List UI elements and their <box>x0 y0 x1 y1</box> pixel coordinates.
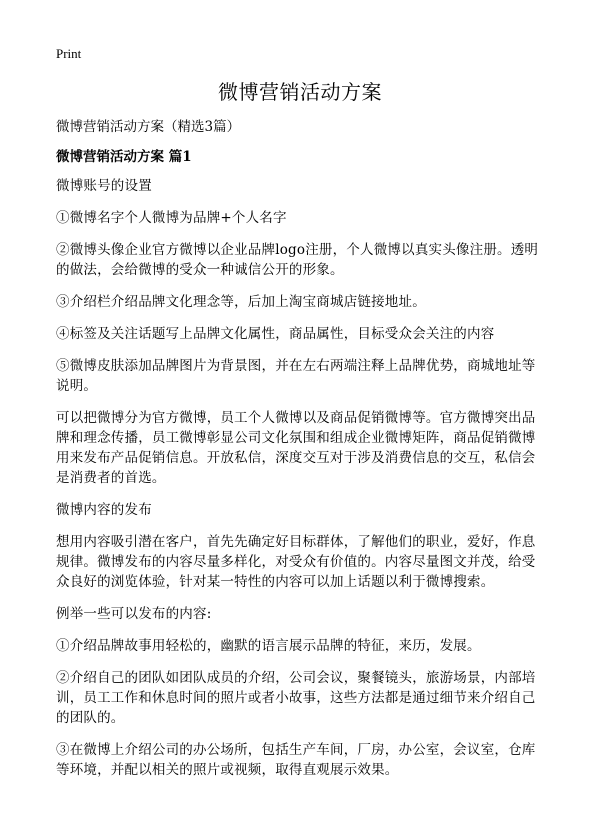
paragraph-brand-story: ①介绍品牌故事用轻松的，幽默的语言展示品牌的特征，来历，发展。 <box>56 638 481 654</box>
paragraph-tags: ④标签及关注话题写上品牌文化属性，商品属性，目标受众会关注的内容 <box>56 326 495 342</box>
section-title: 微博营销活动方案 篇1 <box>56 149 192 165</box>
paragraph-account-setup: 微博账号的设置 <box>56 178 152 194</box>
paragraph-skin: ⑤微博皮肤添加品牌图片为背景图，并在左右两端注释上品牌优势，商城地址等说明。 <box>56 358 536 394</box>
paragraph-office-intro: ③在微博上介绍公司的办公场所，包括生产车间，厂房，办公室，会议室，仓库等环境，并配以相关的照片或视频，取得直观展示效果。 <box>56 742 536 778</box>
paragraph-content-heading: 微博内容的发布 <box>56 502 152 518</box>
paragraph-weibo-avatar: ②微博头像企业官方微博以企业品牌logo注册，个人微博以真实头像注册。透明的做法，会给微博的受众一种诚信公开的形象。 <box>56 242 539 278</box>
document-title: 微博营销活动方案 <box>218 80 382 104</box>
paragraph-weibo-types: 可以把微博分为官方微博，员工个人微博以及商品促销微博等。官方微博突出品牌和理念传播，员工微博彰显公司文化氛围和组成企业微博矩阵，商品促销微博用来发布产品促销信息。开放私信，深度交互对于涉及消费信息的交互，私信会是消费者的首选。 <box>56 410 536 486</box>
document-subtitle: 微博营销活动方案（精选3篇） <box>56 119 241 135</box>
paragraph-intro-bar: ③介绍栏介绍品牌文化理念等，后加上淘宝商城店链接地址。 <box>56 294 426 310</box>
document-body <box>56 116 546 792</box>
paragraph-team-intro: ②介绍自己的团队如团队成员的介绍，公司会议，聚餐镜头，旅游场景，内部培训，员工工作和休息时间的照片或者小故事，这些方法都是通过细节来介绍自己的团队的。 <box>56 670 536 726</box>
paragraph-content-strategy: 想用内容吸引潜在客户，首先先确定好目标群体，了解他们的职业，爱好，作息规律。微博发布的内容尽量多样化，对受众有价值的。内容尽量图文并茂，给受众良好的浏览体验，针对某一特性的内容可以加上话题以利于微博搜索。 <box>56 534 536 590</box>
print-label: Print <box>56 46 82 61</box>
paragraph-examples-heading: 例举一些可以发布的内容: <box>56 606 212 622</box>
paragraph-weibo-name: ①微博名字个人微博为品牌+个人名字 <box>56 210 287 226</box>
